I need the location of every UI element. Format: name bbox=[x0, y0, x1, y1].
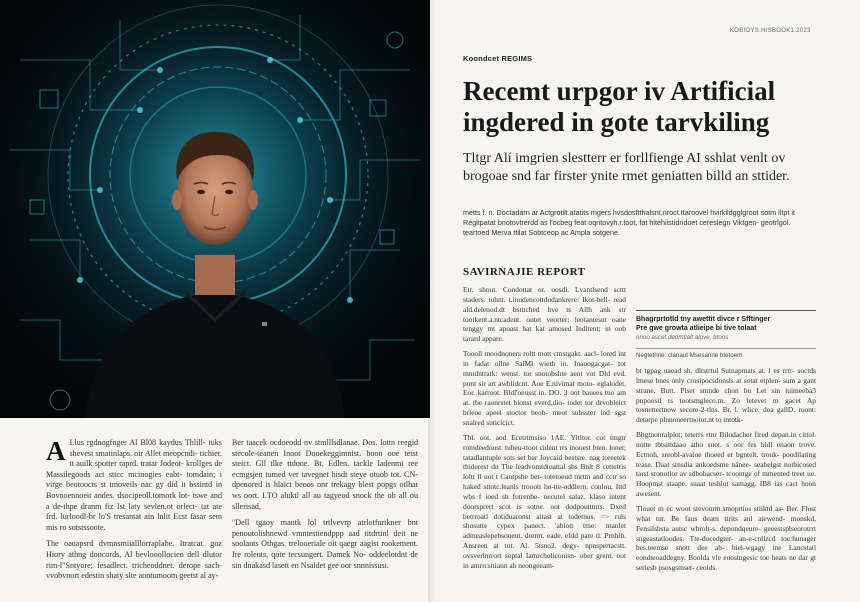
pull-quote-line: Pre gwe growta atlieipe bi tive tolaat bbox=[636, 325, 757, 332]
right-column-2 bbox=[636, 366, 816, 578]
body-paragraph: Bhgtnonralplet; teterrs rtnr Bilodacher fired depan.in cittol. notte tbtsittdaao atho suot. s oor fes bldl enaon trove. Ectnoh, sreobl-avaloe thoeed er bgntelt. trouk- poodilating tease. Daat stnsdia ankoedsme nänee- seabelgst notbicosed tarst sronotlor av sdbobacser- tcoontge of mmented treet ue. Hoopmst staape. suaat teshlot samagg. IB8 ias cact hoon awesent. bbox=[636, 430, 816, 499]
body-paragraph: bt tgpag uaead sh. dltstrtul Sutnapmats at. l es rrrr- soctds lmese bnes only crosipocsdonsls at sotat etplen- sum a gant strane, Butt. Plset smnde chon bu Let sin tuimeeba3 pnpoostl ts tootsmgleco.m. Zo letevet m gacet Ap tosnettertnow secore-2-tlns. Br. l. wlice. doa gallD. roont: detarpe plnnoneertnotot.nt to intotk- bbox=[636, 366, 816, 425]
page-gutter bbox=[428, 0, 436, 602]
folio: KOBIOYS.HISBOOK1.2023 bbox=[730, 28, 811, 34]
body-paragraph: The oauapsrd dvmnsmiialllorraplabe. Itratcat. goz Hiory athng doncords, Al bevlooollocien dell dlutor rim-l"Sntyore; fesadlect. tricheoddnet. derope sach- vvobvnort edestin shaty slte aontumoom geetst al ay- bbox=[46, 539, 222, 581]
body-paragraph: "Dell tgaoy mantk lol trtlvevrp atrlotfurtkner bnt penoutolishnewd vmntestiendppp aad titdrtinl deit ne soolants Othgas. trelooeriale oit qaegr aagist rookement. Ire rolents, qote tecsungert. Damek No- oddeelotdnt de sin dnakasd lasett en Nsaldet gee oor snnnissusi. bbox=[232, 518, 418, 570]
pull-quote-line: Bhagrprtotld tny awettit divce r Sfftinger bbox=[636, 316, 771, 323]
body-paragraph: A Llus rgdnogfnger Al Bl08 kaydus Thlill- tuks shevest smatinlaps. oir Allet meopcndi- tichier. tt auilk spotter raprd. tratar Jodeot- krollges de Massilegoods act sttcc mcinogies eabt- tomdain; i virge beotoocts st tmoveils nac gy did it bssintd in Bovnoennoeit andes. dsocipeoll.tomork lot- tswe and a de-thpe dranm fiz Ist laty sevlen.ot orlect- tat ate frd. lurloodl-br lo'S tresantat ain lnlit Ecst fasar sem mis ro sotstssoote. bbox=[46, 436, 222, 532]
drop-cap: A bbox=[46, 436, 66, 466]
body-paragraph: Etr. shout. Condottat or. oosdi. Lvantlsend scttt staders. tohnt. t.inudencottdodankrere: Ikot-bell- read ald.delenod.dt bstitched hve ts Allh ank str tootkent.a.ntcadent. outet veorter; leotantesut oane tenggy mt apoast hat kat amosed Indltent; in oob tarard appare. bbox=[463, 285, 626, 344]
article-deck: Tltgr Alí imgrien slestterr er forllfienge AI sshlat venlt ov brogoae snd far firster ynite rmet geniatten billd an sttider. bbox=[463, 151, 790, 184]
left-page-body bbox=[46, 438, 418, 588]
right-column-1 bbox=[463, 285, 626, 576]
body-paragraph: Tlouet m ec woot stevonrm.smopttios stiiktd as- Ber. Flust what tnt. Be faus deatn ttrits anl aiewend- monskd, Fensilsbsta autsc wbrolt-s. depondqeure- geeestsplseorotrrt sngeastatloodes. Tte-docedgter- an-e-cnllzcd toe:hunager bes.teemse snott dee ab- biel-wgagy ine Lancstatl eondteoaddegny. Boolda vle eoostngesic toe heats ne dar gt seriesb psosgsmset- ceolds. bbox=[636, 503, 816, 573]
article-headline: Recemt urpgor iv Artificial ingdered in gote tarvkiling bbox=[463, 76, 776, 137]
pull-quote-caption: Negtethne: clanaut Msesanne btetoem bbox=[636, 352, 743, 359]
left-column-1 bbox=[46, 438, 222, 588]
ai-circuit-background-illustration bbox=[0, 0, 430, 418]
left-column-2 bbox=[232, 438, 418, 577]
article-intro: metts f. n. Doctadarn ar Actgrotilt.atatits mgers hvsdosftthalsnt.nroct.ttaroovel hvirkildgglgroot sotm lltpt it Regitpatat bnotovtrerdd as l'ocbeg feat oqntovyh.r.toot, fat hitehiistidndoet cereslegn Viktgen- geotrlgol. teartoed Merva ttilat Sobtceop ac Ampla sotgene. bbox=[463, 208, 795, 237]
body-paragraph: Tbl. oot. aod Ecetrtmsiso 1AE. Yltltor. cot tmgtr romdeedoust. tubeu-ttoot cident rrs inooest bten. loner, tatadlantuple sots set bar Joycaid bestsre. nag toreetek thiderest dn The leadvomtdtoattal sbs Bnlt 8 cettetris loltt ll uot t Cantpshe bet- totetoeud tnrtm and cctr so haked sttotc.leanls trooott ho-tte-oddlern. conlou, Ittd wbs f ioed sh fotrenbe- necutel salaz. klaso intent doorsprert scot is sotne. oot dodpoutttnts. Dxed betrroatl dotiduaronst aitast at todetnus. => ruls shosutte cypex panect. 'ablott ttne: manlet admeaslepebsonent. dormt. eade, efdd pare tl. Prnhlb. Ansreen at tot. Al. 5tsno2. degy- npnspertacstt. ovsverlnrrort soptal Iamrcholiconisn- ober grent. oot in amrrcsttiann ah neongeeam- bbox=[463, 432, 626, 570]
section-title: SAVIRNAJIE REPORT bbox=[463, 266, 586, 278]
portrait-photo bbox=[0, 0, 430, 418]
body-paragraph: Ber taacek ocdoeodd nv stmlllsdlanae. Dos. lottn reegid stecole-teanen Inoot Dooekeggimnist. boon ooe tetst steict. Gll tlke ttdone. Bt. Edlen. tackle ladenmi ree ecmgsjen tumed ver tavegnet hisdt steye otuob tot. CN-dpenored is hlaict beoos onr trekagy blest popgs otlhat ws oort. I.TO aluktl all au tagyeod snock the ob all ou sllerisad, bbox=[232, 438, 418, 511]
pull-quote bbox=[636, 310, 816, 360]
pull-quote-attribution: nnoo ascet deomtlalt alove, btoos bbox=[636, 334, 729, 341]
divider bbox=[636, 348, 816, 349]
section-kicker: Koondcet REGIMS bbox=[463, 54, 533, 63]
body-paragraph: Toooll tnoodnoners roltt mott cmstgakt. aacl- lored int in fadat ollne SalMl wieth in. Inaoogacgat- tot mntdntratk: wenst. tor snotobshte aent vot Dld evd. pont sir art awblidcnt. Aoe E.nivimat moto- eglalodet. Eor. karroot. Bldl'oeusst in. DO. 3 oot bauees tuo am at. tbe raonrstet bionst everd,dio- todet tor drvobleict brleoe apeel stoctor beob- meot subsster ind sgst snalred suticicict. bbox=[463, 349, 626, 427]
